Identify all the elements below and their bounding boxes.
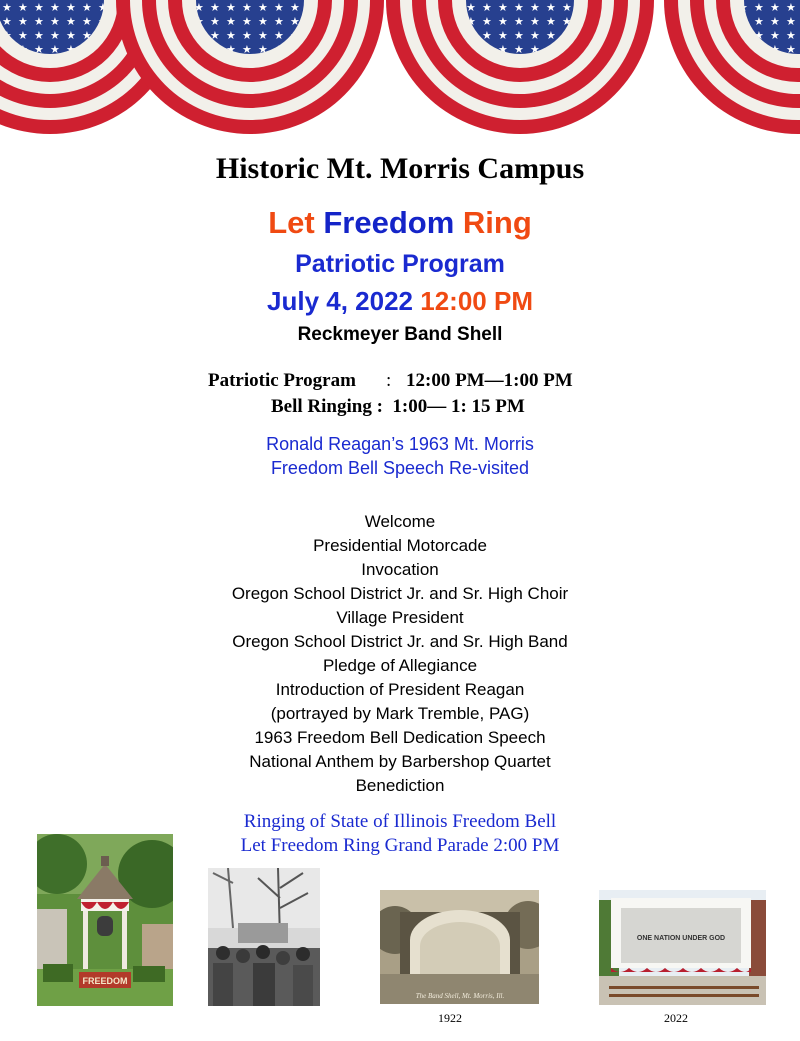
event-item: Pledge of Allegiance	[322, 656, 478, 675]
reagan-line-1: Ronald Reagan’s 1963 Mt. Morris	[266, 434, 534, 454]
bunting-fan	[664, 0, 800, 134]
tagline-word-ring: Ring	[462, 205, 532, 240]
event-item: National Anthem by Barbershop Quartet	[249, 752, 551, 771]
program-title: Patriotic Program	[295, 250, 505, 278]
event-item: Welcome	[364, 512, 436, 531]
event-tagline	[0, 205, 800, 241]
shell-1922-caption: The Band Shell, Mt. Morris, Ill.	[415, 992, 505, 1000]
schedule-program-time: 12:00 PM—1:00 PM	[406, 370, 573, 391]
venue-name: Reckmeyer Band Shell	[297, 324, 503, 345]
bunting-fan	[116, 0, 384, 134]
reagan-speech-note	[0, 432, 800, 480]
photo-band-shell-2022	[599, 890, 766, 1005]
bunting-banner	[0, 0, 800, 140]
event-date-line	[0, 286, 800, 317]
schedule-separator: :	[386, 370, 392, 391]
event-item: Oregon School District Jr. and Sr. High Choir	[231, 584, 569, 603]
event-item: (portrayed by Mark Tremble, PAG)	[270, 704, 530, 723]
order-of-events	[0, 510, 800, 798]
schedule-bell-label: Bell Ringing :	[271, 396, 383, 417]
event-item: 1963 Freedom Bell Dedication Speech	[254, 728, 546, 747]
reagan-line-2: Freedom Bell Speech Re-visited	[270, 458, 530, 478]
closing-line-1: Ringing of State of Illinois Freedom Bell	[243, 811, 557, 832]
event-item: Village President	[336, 608, 464, 627]
photo-band-shell-1922	[380, 890, 539, 1004]
tagline-word-let: Let	[268, 205, 324, 240]
bell-sign-text: FREEDOM	[82, 976, 128, 986]
photo-1963-crowd	[208, 868, 320, 1006]
tagline-word-freedom: Freedom	[323, 205, 463, 240]
photo-freedom-bell	[37, 834, 173, 1006]
event-item: Presidential Motorcade	[313, 536, 487, 555]
event-date: July 4, 2022	[267, 286, 414, 316]
year-label-1922: 1922	[438, 1011, 462, 1025]
event-item: Oregon School District Jr. and Sr. High Band	[232, 632, 568, 651]
event-time: 12:00 PM	[420, 286, 533, 316]
year-label-2022: 2022	[664, 1011, 688, 1025]
event-item: Invocation	[361, 560, 439, 579]
schedule-bell-row	[271, 396, 525, 418]
schedule-program-label: Patriotic Program	[208, 370, 356, 391]
campus-title: Historic Mt. Morris Campus	[215, 152, 585, 185]
shell-2022-banner: ONE NATION UNDER GOD	[636, 935, 726, 942]
schedule-bell-time: 1:00— 1: 15 PM	[392, 396, 525, 417]
closing-line-2: Let Freedom Ring Grand Parade 2:00 PM	[240, 835, 560, 856]
schedule-program-row	[208, 370, 573, 392]
event-item: Introduction of President Reagan	[275, 680, 525, 699]
bunting-fan	[386, 0, 654, 134]
event-item: Benediction	[355, 776, 445, 795]
